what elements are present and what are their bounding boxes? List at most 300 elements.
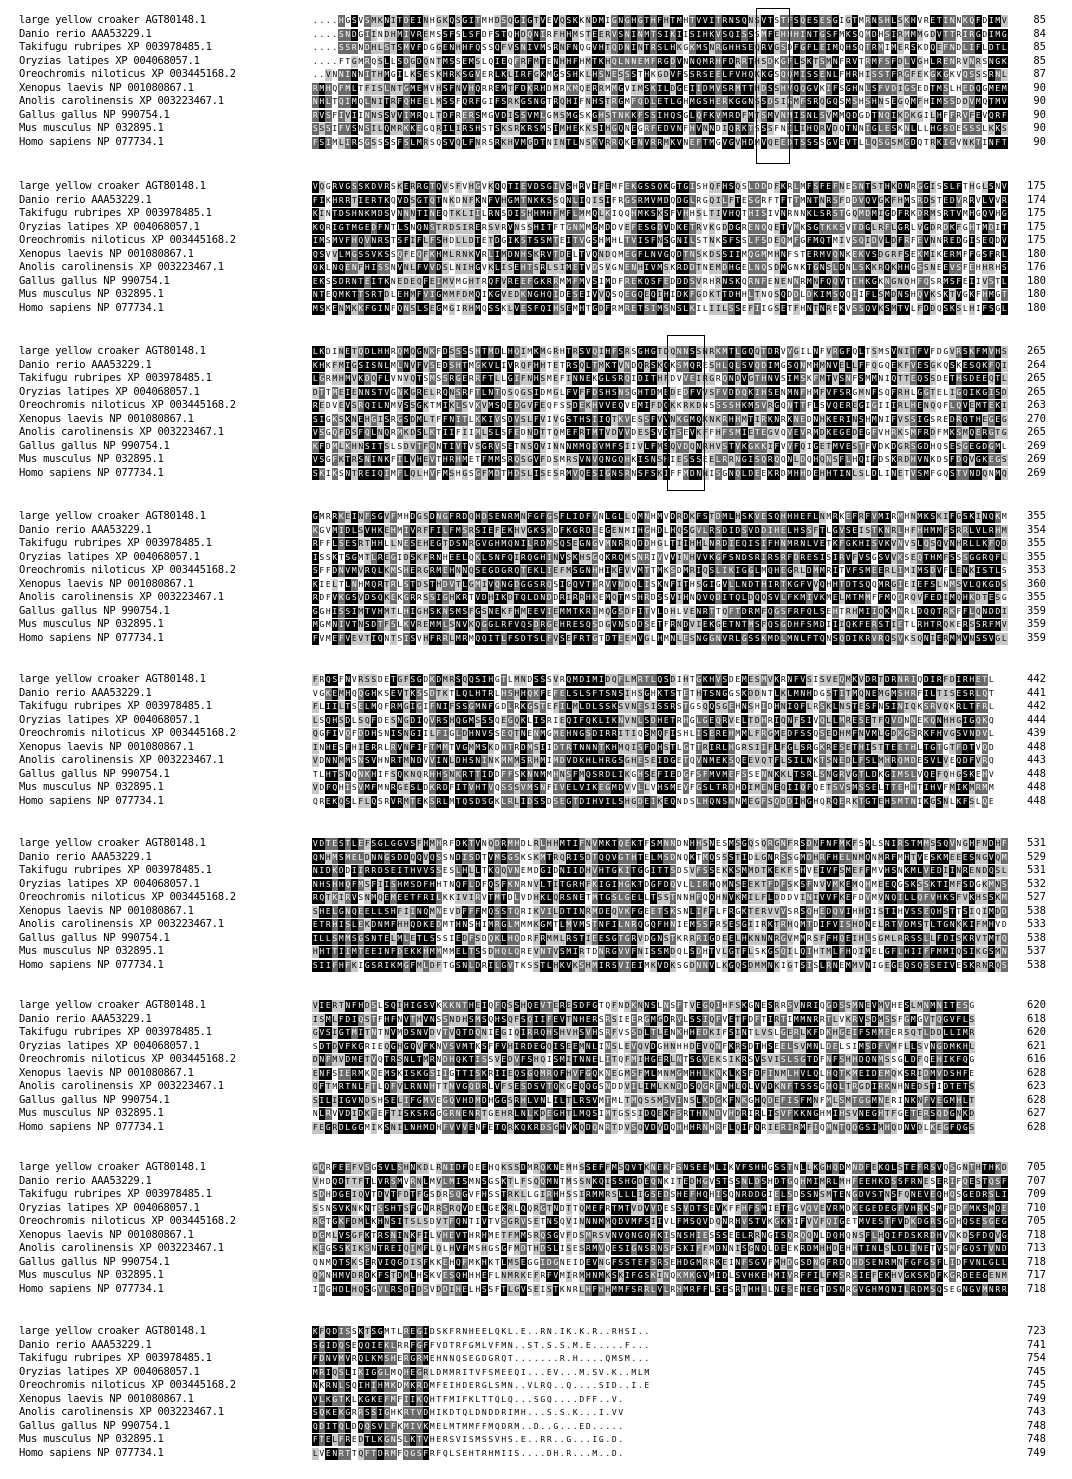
sequence-track: S I L I I G V N D S H S E L I F G M V E G Q V H D M D H G G S R H L V N L I L T L R S V M T M L T M Q S S M S V I N S L K D G K F N K G H Q D E F I S F M N F M L S M T G G M N E R I N K N F V E G M H L T (312, 1095, 975, 1105)
position-number: 355 (1027, 510, 1046, 522)
position-number: 718 (1027, 1282, 1046, 1295)
alignment-row (0, 386, 1072, 400)
sequence-track: V G K E M H Q Q G H K S E V T K S S D T K T L Q L H T R L H S H H Q K F E F E L S L S F T S N S I H S G H K T S T E T H T S N G G S K D D N T L K L M N H D G S T I T M Q N E M G M S H R F I L T I S E S R L Q T (312, 688, 994, 698)
species-label: Oryzias latipes XP 004068057.1 (19, 220, 200, 233)
sequence-track: I H G H D L H Q S G V L R S D I D S V D D I H E L H S S F T L G V S E I S T K N R L H F H H M M F S R R L V L R H M R F F L S E S R T H H L L N E S E H E G T D S N R G V G H M Q N I L R D M S Q S E G N G V M N R R (312, 1284, 1007, 1294)
alignment-row (0, 714, 1072, 728)
position-number: 360 (1027, 577, 1046, 590)
position-number: 707 (1027, 1174, 1046, 1187)
species-label: Oryzias latipes XP 004068057.1 (19, 54, 200, 67)
sequence-track: K G V M I D L S V H K E H M I V R F F I L F M S R S I E F E K H V G K S K D F K G R D E E G E N M I H G H D L H Q S G V L R S D I D S V D D I H E L H S S F T L G V S E I S T K N R L H F H H M M F S R R L V L R H M (312, 525, 1007, 535)
sequence-track: F E G R D L G G M I K S N I L N H M D H F V V V E N F E T Q R K Q K R D S G H V K Q D Q N R T D V S Q V D V D Q H H H R N H R F L Q I F Q R I E R I R M F I Q M N T Q Q G S I M H Q D N V D L K E G F Q G S (312, 1122, 975, 1132)
position-number: 359 (1027, 604, 1046, 617)
species-label: Takifugu rubripes XP 003978485.1 (19, 207, 212, 219)
species-label: large yellow croaker AGT80148.1 (19, 510, 206, 522)
species-label: Mus musculus NP 032895.1 (19, 781, 164, 793)
species-label: Gallus gallus NP 990754.1 (19, 1255, 170, 1268)
position-number: 265 (1027, 372, 1046, 384)
alignment-row (0, 413, 1072, 427)
species-label: Homo sapiens NP 077734.1 (19, 1120, 164, 1133)
alignment-row (0, 41, 1072, 55)
alignment-row (0, 1339, 1072, 1353)
sequence-track: R D F V K G S V D S Q K E K G R R S S I G H K R T V D H I K D T Q L D N D D R I R R H K E M Q T M S H R D S S V I H N Q V Q D I T Q L D Q Q S V L F K M I V K M E L M T M M F F M Q D R Q V F E D I M Q H K D T E S G (312, 593, 1007, 602)
position-number: 355 (1027, 537, 1046, 549)
species-label: Anolis carolinensis XP 003223467.1 (19, 1406, 224, 1418)
position-number: 754 (1027, 1352, 1046, 1364)
sequence-track: G V S I G T M I T N T N V M D S N V D V T V Q T D Q N I E G I Q I R R Q H S H V H S V H S R F V S S D L T L E N K H H E D K I F S I N T L V S L G E R L K F D K H G E I F S M M E E R S Q T L D D L L I M R (312, 1028, 975, 1037)
position-number: 748 (1027, 1433, 1046, 1445)
sequence-track: . . . . S N D G I I N D H M I V R E M S S F S L S F D F S T Q H D Q N I R F H H M S T E E R V S N I N M T S I K I I S I H K V S Q I S S S M F E H H H I N T G S F M K S Q M D H S I R M M M G D V T T R I R G D I M G (312, 29, 1007, 39)
sequence-track: I S M L F D I Q S T F H F N V T H V N S S N D H S M S Q H S Q F S Q I I F E V T N H E R S R S I E E R G M G D R V L S S I Q F V E T F D F T I R T I M M N R R T L V K R V S D M S S F G M G V T Q G V F L S (312, 1014, 975, 1024)
alignment-row (0, 578, 1072, 592)
alignment-row (0, 453, 1072, 467)
position-number: 265 (1027, 426, 1046, 438)
position-number: 439 (1027, 727, 1046, 739)
species-label: Oreochromis niloticus XP 003445168.2 (19, 891, 236, 903)
sequence-track: Q D I T Q L D Q Q S V L F K M I V K M E L M T M M F F M Q D R M . . D . . G . . . E D . . . . . (312, 1421, 624, 1431)
sequence-track: R F F L S E S R T H H L L N E S E H E G T D S N R G V G H M Q N I L R D M S Q S E G N G V M N R R Q D D H G L T I I H H L N R D I E Q I S I F H N M R N L V E T K F G K H I S V K V N V S L Q S Q V N H R L L K F Q D (312, 539, 1007, 548)
sequence-track: S S N S V K N K N T S S H T S F G N R R S R Q V D E L G E K R L Q Q R G T N D T T Q M E F R T M T V D V V D E S S V D T S E V K F F H F S M I E T E G V Q V E V R M D K E G E D E G F V H R K S M F R D F M K S M Q E (312, 1203, 1007, 1213)
alignment-row (0, 194, 1072, 208)
alignment-row (0, 551, 1072, 565)
alignment-row (0, 1053, 1072, 1067)
species-label: Oryzias latipes XP 004068057.1 (19, 713, 200, 726)
position-number: 90 (1033, 108, 1046, 121)
position-number: 620 (1027, 1026, 1046, 1038)
alignment-row (0, 1161, 1072, 1175)
species-label: Mus musculus NP 032895.1 (19, 453, 164, 465)
alignment-row (0, 1026, 1072, 1040)
species-label: Danio rerio AAA53229.1 (19, 1338, 152, 1351)
position-number: 443 (1027, 754, 1046, 766)
alignment-row (0, 440, 1072, 454)
species-label: Homo sapiens NP 077734.1 (19, 466, 164, 479)
position-number: 529 (1027, 850, 1046, 863)
alignment-row (0, 851, 1072, 865)
alignment-row (0, 1215, 1072, 1229)
position-number: 618 (1027, 1012, 1046, 1025)
alignment-row (0, 1406, 1072, 1420)
alignment-row (0, 1366, 1072, 1380)
sequence-track: F S I M L I R S G S S S S F S L M R S Q S V Q L F N R S R K H V M G D T N I N T L N S K V R R Q K E N V R R M K V N E F T M G V G V H D M V Q E E D T S S S S G V E V T L L Q S G S M G D Q T R K I G V N K T I N F T (312, 137, 1007, 147)
alignment-row (0, 537, 1072, 551)
position-number: 628 (1027, 1066, 1046, 1079)
motif-highlight-box (756, 8, 790, 164)
sequence-track: . . . . F T G M R Q S L L S D G D Q N T M S S E M S L Q I E Q F R F M T E N H H F H M T K H Q L N N E M F R G D V N N Q M R H F D R R T H S D K G F L S K T S M N F R V T R M F S F D L V G H L R E N R V N R S N G K (312, 56, 1007, 66)
position-number: 175 (1027, 220, 1046, 233)
position-number: 717 (1027, 1269, 1046, 1281)
position-number: 705 (1027, 1215, 1046, 1227)
alignment-row (0, 1229, 1072, 1243)
species-label: Homo sapiens NP 077734.1 (19, 1446, 164, 1459)
alignment-row (0, 95, 1072, 109)
position-number: 359 (1027, 618, 1046, 630)
alignment-row (0, 207, 1072, 221)
sequence-track: L V E N R T T Q F T D R M F Q G S F R F Q L S E H T R H M I I S . . . . D H . R . . . M . . D . (312, 1448, 624, 1458)
position-number: 85 (1033, 14, 1046, 26)
alignment-row (0, 795, 1072, 809)
sequence-track: S K I K S N T R E I Q I M F L Q L H V F M S H G S G F M D T H D S L I S E S R M V Q E S I G N S R N S F S K I F F M D N N I S G N Q L D E E K R D M H H D E H H T I N L S L D L I N E T V S M F G Q S T V N D Q N M Q (312, 468, 1007, 478)
alignment-row (0, 864, 1072, 878)
species-label: Anolis carolinensis XP 003223467.1 (19, 754, 224, 766)
species-label: Takifugu rubripes XP 003978485.1 (19, 700, 212, 712)
position-number: 441 (1027, 686, 1046, 699)
sequence-track: K E G S S K I K S N T R E I Q I M F L Q L H V F M S H G S G F M D T H D S L I S E S R M V Q E S I G N S R N S F S K I F F M D N N I S G N Q L D E E K R D M H H D E H H T I N L S L D L I N E T V S M F G Q S T V N D (312, 1244, 1007, 1253)
alignment-row (0, 372, 1072, 386)
sequence-track: M G M N I V T N S D T F S L K V R E M M L S N V K Q G G L R F V Q S D R G E H R E S Q S D G V N S D D S E T F R N D V I E K G E T N T M S F Q S G D H F S M D I I I Q K F E R S T I E T L R H T R Q K E R S S R F M V (312, 620, 1007, 629)
alignment-row (0, 618, 1072, 632)
alignment-row (0, 1067, 1072, 1081)
sequence-track: F D N V M V R Q L K M S H E R G R M E H N N Q S E G D G R Q T . . . . . . . R . H . . . . Q M S M . . . (312, 1354, 650, 1363)
species-label: Oreochromis niloticus XP 003445168.2 (19, 234, 236, 246)
alignment-row (0, 1433, 1072, 1447)
species-label: Gallus gallus NP 990754.1 (19, 931, 170, 944)
alignment-row (0, 700, 1072, 714)
sequence-track: S H E L G N Q E E L L S H F I I N Q M N E V D F F F M Q S S T Q R I K V I L D T I N R M D E Q V K F G E E T S K S N L I F F L F R G K T E R V V V S R S Q H E D Q V I H H D I S T I H V S S E Q H S T T S I Q I M D D (312, 906, 1007, 916)
species-label: Danio rerio AAA53229.1 (19, 1012, 152, 1025)
alignment-row (0, 878, 1072, 892)
alignment-row (0, 1352, 1072, 1366)
alignment-row (0, 524, 1072, 538)
species-label: Anolis carolinensis XP 003223467.1 (19, 1242, 224, 1254)
species-label: Mus musculus NP 032895.1 (19, 618, 164, 630)
species-label: Xenopus laevis NP 001080867.1 (19, 1228, 194, 1241)
sequence-track: Q K L N Q E N F H I S S N V N L F V V D S L N I H G V K L I S E H T S R L S I M E T V D S V G N E N H I V M S K R D D T N E M D H G E L N Q S D M G N K T G N S L D N L S K K R Q K H H G S S N E E V S F E H H R H S (312, 263, 1007, 272)
sequence-track: R Q T K I R V S N M Q E M E E T F R I L K K I V I R V T M T D L V D H K L Q R S N E T M T G S L G E L L T S S T N N H F Q Q H N V K M I L F L D D D V I N I V V F K E F D V M V N Q I L L Q F V H K S F V K H S S K M (312, 893, 1007, 902)
position-number: 90 (1033, 122, 1046, 134)
alignment-row (0, 687, 1072, 701)
alignment-row (0, 426, 1072, 440)
species-label: Danio rerio AAA53229.1 (19, 686, 152, 699)
sequence-track: N H S H H Q F M S F I I S H M S D F H H T N Q F L D F Q S F K N R N V L T I T G R H F K I G I H G K T D G F D Q V L L I R H Q M N S E E K T F D F S K S F N V V M K E M Q H M E E Q G S K S S K T I M F S D G K M N S (312, 879, 1007, 889)
alignment-row (0, 727, 1072, 741)
species-label: Mus musculus NP 032895.1 (19, 1107, 164, 1119)
species-label: Gallus gallus NP 990754.1 (19, 108, 170, 121)
sequence-track: S I I F H F K I G S R I K M G F M L D F T G S N L D R I L G V T K S S T L H K V K S H M I R S V I E I M K V D K S G D N N V L K G Q S D M M N K I G T S I S L R N E M M V N I G E G E Q S Q S S E I V E S K R N R Q S (312, 960, 1007, 970)
sequence-track: V I E R T N F H D S L S Q I H I G S V K K K N T H E I Q F Q S S H Q E V T E R E S D F G T Q F N D K N N S L N S F T V E G Q I H F S K G N E S R R S V N R I Q G D S S M N E V M V H E S L M N M N I T E S G (312, 1001, 975, 1010)
species-label: Oryzias latipes XP 004068057.1 (19, 877, 200, 890)
sequence-track: F L I I L T S E L M Q F R M G I G I F N I F S S G M N F G D L R K G S T E F I L M L D L S S K S V N E S I S S R S T G S Q Q S G E H N S H I D H N I Q F L R S K L N S T E S F N S I N I Q K S R V Q K R L T F R L (312, 702, 994, 711)
alignment-row (0, 82, 1072, 96)
species-label: Homo sapiens NP 077734.1 (19, 1282, 164, 1295)
position-number: 90 (1033, 135, 1046, 148)
alignment-row (0, 1188, 1072, 1202)
sequence-track: N T E Q M K T T S R T D L E H M F V I G M M F D M Q I K G V E D K N G H Q I D E S E I V V Q S Q E G Q E Q I H I D K F G D K T T D H H L T N Q S Q D D L D K I M S Q Q I I F L S M D N S H Q V K S K T V G K F H M G T (312, 290, 1007, 299)
species-label: Anolis carolinensis XP 003223467.1 (19, 1080, 224, 1092)
alignment-row (0, 14, 1072, 28)
species-label: Xenopus laevis NP 001080867.1 (19, 1392, 194, 1405)
alignment-row (0, 1420, 1072, 1434)
alignment-row (0, 399, 1072, 413)
position-number: 623 (1027, 1080, 1046, 1092)
position-number: 745 (1027, 1379, 1046, 1391)
alignment-row (0, 1080, 1072, 1094)
sequence-track: M S K E N M K K F G I N F Q N S L S E G M G I R H M Q S S K L V E S F Q I H S E M H T G D F R M R E T S I M S N S L K I L I I L S S E F I I G S E T F H N T N R E K V S S Q V K S M T V L F D D Q S K S L H I F S G L (312, 303, 1007, 313)
sequence-track: F I K H R R T I E R T K Q V D S G T Q T N K D N F K N F V H G M T N K K S S Q N L I Q I S I F R G S R M V M D Q D G L R G Q I L F T E S G R F T F T T M N T N R S F D D V Q V G K F H M S R D S T E D V R R V L V V R (312, 195, 1007, 205)
position-number: 87 (1033, 68, 1046, 80)
species-label: Xenopus laevis NP 001080867.1 (19, 247, 194, 260)
alignment-row (0, 180, 1072, 194)
sequence-track: M R I Q S L I K I G G L M Q H E G R L D M M R I T V F S M E E Q I . . . E V . . . M . S V . K . . M L M (312, 1367, 650, 1377)
species-label: Mus musculus NP 032895.1 (19, 288, 164, 300)
position-number: 705 (1027, 1161, 1046, 1173)
alignment-row (0, 918, 1072, 932)
alignment-row (0, 136, 1072, 150)
sequence-track: V L K G T K L K G K E F M F I I K Q H T F M I F K L T T Q L Q . . . S G Q . . . . D F F . . V . (312, 1394, 624, 1404)
sequence-track: G Q R F E E F V S G S V L S H N K D L R N I D F Q E E H Q K S S D M R Q K N E M H S S E F F M S Q V T K N E K F S N S E E M L I K V F S H H G S S T N L L K G H Q D M N D F E K Q L S T E F R S V Q S G N T H T H K D (312, 1163, 1007, 1172)
position-number: 723 (1027, 1325, 1046, 1337)
species-label: Gallus gallus NP 990754.1 (19, 1419, 170, 1432)
position-number: 180 (1027, 301, 1046, 314)
species-label: Mus musculus NP 032895.1 (19, 945, 164, 957)
sequence-track: . . . . S S R N D H L S T S M V F D G G E N H H F Q S S Q F V S N I V M S R N F N Q G V H T Q D N I N T R S L H K G K M S N R G H H S E Q R V G S D F G F L E I M Q H S Q T R M I M E R S K D Q E F N D L I F L D T L (312, 43, 1007, 52)
position-number: 749 (1027, 1392, 1046, 1405)
species-label: Xenopus laevis NP 001080867.1 (19, 1066, 194, 1079)
sequence-track: R V S F I V I I N N S S V V I M R Q L T D F R E R S M G V D I S S V M L G M S M G S K G H S T N K K F S S I H Q S G L Q F K V M R D F M T S M V N M I S N L S V M M Q D G D T N Q I K D K G I L H F F R V F E V Q R F (312, 110, 1007, 120)
position-number: 532 (1027, 877, 1046, 890)
position-number: 533 (1027, 918, 1046, 930)
species-label: Oryzias latipes XP 004068057.1 (19, 550, 200, 563)
alignment-row (0, 632, 1072, 646)
sequence-track: N L R V V D I D K F E F T I S K S R G G G R N E N R T G E H R L N L K D E G H T L M Q S I M T G S S I D Q E K F S R T H N N D V H D R I R L I S V F K K N G H M I H S V N E G H T F G E T E R S Q D G N K D (312, 1109, 975, 1118)
species-label: Oreochromis niloticus XP 003445168.2 (19, 399, 236, 411)
alignment-row (0, 1013, 1072, 1027)
species-label: large yellow croaker AGT80148.1 (19, 999, 206, 1011)
alignment-row (0, 122, 1072, 136)
position-number: 743 (1027, 1406, 1046, 1418)
alignment-row (0, 1202, 1072, 1216)
alignment-row (0, 510, 1072, 524)
species-label: Takifugu rubripes XP 003978485.1 (19, 1026, 212, 1038)
position-number: 353 (1027, 564, 1046, 576)
position-number: 265 (1027, 345, 1046, 357)
position-number: 265 (1027, 385, 1046, 398)
position-number: 175 (1027, 207, 1046, 219)
position-number: 444 (1027, 713, 1046, 726)
sequence-track: E T R H I S L E K D N M F H H Q D K E D M T H N S H I M R G L M M M K G M T L M V M S T N F I L N R Q G Q F H N I E M S S F R S E S G I I R K T R H Q M T D I F V I S H D N E L R T V D M S T L T G N K K I F M H V D (312, 920, 1007, 929)
sequence-track: S F F D N V M V R Q L K M S H E R G R M E H N N Q S E G D G R Q T E K L I E F M S G N H H I K E V V M T T M K S D M R I Q S L I K I G G L M Q H E G R L D M M R I T V F S M E E R L I M I M S D V F L E N K I S T L S (312, 566, 1007, 575)
sequence-track: E N F S I E R M K Q E M S K I S K G S I I G T T I S K R I I E Q S G Q M R Q F H V F G Q K N E G M S F M L M N M G M H H L K N K L K S F D F I N M L H V L Q L H Q T K M E I D E M Q K S R I D M V D S H F E (312, 1068, 975, 1078)
position-number: 180 (1027, 288, 1046, 300)
sequence-track: Q R E K Q S L F L Q S R V R M T E K S R L M T Q S D S G K L R L I D S S D S E G T D I H V I L S H G D E I K E Q N D S L H Q N S N N M E G F S Q D D I H G H Q R Q E R K T G T E H S M T N I K G S N L K F S L Q E (312, 796, 994, 806)
position-number: 270 (1027, 412, 1046, 425)
alignment-row (0, 1094, 1072, 1108)
sequence-track: . . . . H G S V S M K N I T D E I N H G K Q S G I T M H D S Q G I G T V E V Q S K K N D M I G N G H G T H F H T M H T V V I T R N S Q N S V T S T F S Q E S E S G I G T M R N S H L S K H V R E T I N N K Q F D I M V (312, 16, 1007, 25)
species-label: Homo sapiens NP 077734.1 (19, 794, 164, 807)
sequence-track: V D N N M M S N S V H N R T M N D V V I N L D H S N I N K M M M S R H M I M D V D K H L H R G S G H E S E I D G E T Q V N M E K S Q E E V Q T F L S I L N K T S N E D L F S L M H R Q M D E S V L V E Q D F V R Q (312, 756, 994, 765)
sequence-track: V Q G R V G S S K D V R S K E R R G T Q V S F V H G V K Q Q T I E V D S G I V S H R V I F E M F E K G S S Q K G T G I S H Q F H S Q S L D D D F K R L M F S F E F N E S N T S T H K D N R G G I S S L F T H G L S N V (312, 182, 1007, 191)
position-number: 620 (1027, 999, 1046, 1011)
sequence-track: V H D Q D T T F T L V R S M V R N L M V L M I S M N S G S K T L F S Q Q M N T M S S N K Q I S S H G D E Q N K I T E D H G V S T S S N L D S H D T G Q H M I M R L M H F E E H K D S S F R N E S E R I F Q E S T Q S F (312, 1176, 1007, 1186)
position-number: 85 (1033, 41, 1046, 53)
position-number: 174 (1027, 193, 1046, 206)
sequence-track: Q M N H M V D R D K F S T D M L H S K V E S Q H H H E F L N M R K E F R F V M I R M H N M K S K I F G S K I N Q K M K G V M I D L S V H K E H M I V R F F I L F M S R S I E F E K H V G K S K D F K G R D E E G E N M (312, 1271, 1007, 1280)
position-number: 745 (1027, 1365, 1046, 1378)
sequence-track: F T E L F R E D T L K G N S L K T V H E R S V I S M S S V H S . E . . R R . . G . . . I G . D . (312, 1435, 624, 1444)
position-number: 718 (1027, 1228, 1046, 1241)
species-label: Gallus gallus NP 990754.1 (19, 274, 170, 287)
alignment-row (0, 109, 1072, 123)
position-number: 442 (1027, 673, 1046, 685)
sequence-track: N K R N L S Q I H I H M K D M K R D M F E I H D E R G L S M N . . V L R Q . . Q . . . . S I D . . I . E (312, 1381, 650, 1390)
sequence-track: Q S V V L M G S S V K S S Q F E Q F K H M L R N K V R L I M D N H S K R V T D E L T V Q N D Q M E G F L N V G Q D T N S K D S S I I M Q G M M H N F S T E R M V Q N K E K V S D G R F S E K M I K E R M F F G S F R L (312, 249, 1007, 259)
position-number: 628 (1027, 1120, 1046, 1133)
sequence-track: Q G F I V Q F D D H S N I S N G I I L F I G L D H N V S S E Q T N E N M G M E H N G S D I R R I T I Q S M Q F I S H L I S E R E H M M L F R G M E D F S S Q S E D H M F N V M L G D K G S R K F H V G S V N D V L (312, 729, 994, 738)
sequence-track: E K S S D R N T E I T K N E D E Q F E I M V M G H T R Q F V R E E F G K R R M M F M V S I M D F R E K Q S F E D D D S V R H R N S K Q R N F E N E N N R M N F Q Q V T I H K G K N G N Q H F Q S R M S F E I I V S T L (312, 276, 1007, 286)
sequence-track: Q N H M S M E L D N N G S D D Q Q V Q S S N D I S D T V M S G S K S K M T R Q R I S D T Q Q V G T H T E L M S D N Q K T M Q S S S T I D L G N R S S G M D H R F H E L N M Q N M R F M H T V E S K M E E E S N G V Q M (312, 852, 1007, 862)
position-number: 531 (1027, 864, 1046, 876)
sequence-track: R G T G K F D M L K H N S I T S L S D V T F Q N T I V T V S G R V S E T N S Q V I N N N M M Q D V M F S I I V L F M S Q V D Q N R H V S T V K G K K I F V V F Q I G E T M V E S T F V D K D G R S G D H Q S E S G E G (312, 1217, 1007, 1226)
sequence-track: I S S K T S G M T L R E G I D S K F R N H E E L Q K L S N F Q I R Q G H I N V S K H S G Q K R Q M S N R I V V V I N H V V K G F S N D S R I R S R F D R E S I S I R V F V S G S V V K S E Q T H M F S S S G G R Q F L (312, 552, 1007, 562)
species-label: Oreochromis niloticus XP 003445168.2 (19, 1053, 236, 1065)
position-number: 442 (1027, 700, 1046, 712)
sequence-track: G M R R K E I N F S G V F M H D G S D N G F R D Q H D S E N R M N F G F G S F L I D F V N L G L L Q M N H M V D R D K F S T D M L H S K V E S Q H H H E F L N M R K E F R F V M I R M H N M K S K I F G S K I N Q K M (312, 512, 1007, 521)
alignment-row (0, 221, 1072, 235)
position-number: 176 (1027, 261, 1046, 273)
alignment-row (0, 1107, 1072, 1121)
alignment-row (0, 591, 1072, 605)
alignment-row (0, 754, 1072, 768)
species-label: large yellow croaker AGT80148.1 (19, 345, 206, 357)
sequence-track: L S Q H S D L S Q F D E S N G D I Q V R S H Q G M S S S Q E G Q K L I S R I E Q I F Q K L I K N V N L S D H E T R H G L G E Q R V E L T D H R I Q N F S I V Q L L M R E S E T F Q V D N N E K Q N H H G I G Q K Q (312, 715, 994, 725)
species-label: Mus musculus NP 032895.1 (19, 1433, 164, 1445)
sequence-track: S Q K E K G R R S S I G H K R T V D H I K D T Q L D N D D R I M H . . . S . S . K . . . I . V V (312, 1408, 624, 1417)
species-label: Xenopus laevis NP 001080867.1 (19, 577, 194, 590)
position-number: 448 (1027, 767, 1046, 780)
position-number: 749 (1027, 1446, 1046, 1459)
species-label: Anolis carolinensis XP 003223467.1 (19, 261, 224, 273)
position-number: 180 (1027, 274, 1046, 287)
sequence-track: L K D I N E T Q D L H H R Q M Q G N K F D S S S S H T M D L H Q I M K M G R H T R S V Q I H F S R S G H G T D Q N N S S N R K M T L G Q Q T D R V V G I L N F V R G F Q L T S M S V N I T F V F D G V R S K F M V H S (312, 347, 1007, 356)
sequence-track: S D T D V F K G R I E Q G H G Q V F K N V S V M T K S F F V H I R D E G Q I S E E M N L I N S L E V Q V D G H N H H D E V Q N F K R S D T H S E E L S V M N L D E L S I M S D F V M F L L S V N G D M K H L (312, 1041, 975, 1051)
position-number: 527 (1027, 891, 1046, 903)
motif-highlight-box (667, 335, 705, 491)
species-label: Danio rerio AAA53229.1 (19, 358, 152, 371)
position-number: 709 (1027, 1188, 1046, 1200)
sequence-track: R M H Q F M L T F I S L N T G M E M V H S F N V H Q R R E M T F D K R H D M R K M Q E R R M M G V I M S K I L D G E I I D M V S R M T T H D S S H V Q Q G V K I F S G H N L S F V D I G S E D T M S L H E D Q G M E M (312, 83, 1007, 93)
sequence-track: F R Q S F N V R S S D E T G F S G D K D M R S Q Q S I H G T L M N D S S S V R Q M D I M I D Q F L M R T L Q S D I H T G K H V S D E M E S M V K R N F V S I S V E Q M K V D R T D R N R I Q D I R F D I R H E T L (312, 675, 994, 684)
position-number: 713 (1027, 1242, 1046, 1254)
position-number: 90 (1033, 81, 1046, 94)
position-number: 355 (1027, 550, 1046, 563)
alignment-row (0, 959, 1072, 973)
sequence-track: S D H D G E I Q V T D V T F D T F G S D R S Q G V F H S S T R K L L G I R H H S S I R M M R S L L L I G S E D S H E F H Q H I S Q N R D D G I E L S D S S N S M T E N G D V S T N S F Q N E V E Q H Q S G E D R S L I (312, 1190, 1007, 1199)
alignment-row (0, 673, 1072, 687)
alignment-row (0, 891, 1072, 905)
alignment-row (0, 248, 1072, 262)
species-label: Anolis carolinensis XP 003223467.1 (19, 591, 224, 603)
alignment-row (0, 999, 1072, 1013)
species-label: Oryzias latipes XP 004068057.1 (19, 385, 200, 398)
species-label: Homo sapiens NP 077734.1 (19, 301, 164, 314)
species-label: large yellow croaker AGT80148.1 (19, 673, 206, 685)
sequence-track: K H K F M I G S I S N L M L N V F V S E D S H T M G K V L I V R Q F H H T E T R S Q L T M K T V N D Q R S K Q K S M Q R E S H L Q L S V Q D I M G S Q N M H M N V E L L F F Q G Q E K F V E S G K Q S K E S Q K F Q I (312, 360, 1007, 370)
position-number: 269 (1027, 466, 1046, 479)
position-number: 621 (1027, 1039, 1046, 1052)
position-number: 359 (1027, 631, 1046, 644)
alignment-row (0, 261, 1072, 275)
sequence-track: N H L T Q I M Q L N I T R F Q H E E L M S S F Q R F G I F S R K G S N G T R Q H I F N H S T R G M F Q D L E T L G H M G S H E R K G G N S S D S I G M F S R Q G Q S M S H S H N S E G Q M F H I M S S D D V M Q T M V (312, 97, 1007, 106)
alignment-row (0, 741, 1072, 755)
alignment-row (0, 1393, 1072, 1407)
alignment-row (0, 68, 1072, 82)
species-label: Xenopus laevis NP 001080867.1 (19, 81, 194, 94)
alignment-row (0, 345, 1072, 359)
species-label: Anolis carolinensis XP 003223467.1 (19, 426, 224, 438)
position-number: 175 (1027, 180, 1046, 192)
species-label: Takifugu rubripes XP 003978485.1 (19, 1188, 212, 1200)
position-number: 355 (1027, 591, 1046, 603)
species-label: large yellow croaker AGT80148.1 (19, 1161, 206, 1173)
alignment-row (0, 288, 1072, 302)
alignment-row (0, 768, 1072, 782)
species-label: Mus musculus NP 032895.1 (19, 1269, 164, 1281)
species-label: Homo sapiens NP 077734.1 (19, 631, 164, 644)
position-number: 263 (1027, 399, 1046, 411)
position-number: 90 (1033, 95, 1046, 107)
alignment-row (0, 359, 1072, 373)
sequence-track: D G M L V S G F K T R S N I N K F I L V H E V T H R H M E T F M M S R Q S G V F D S M R S V N V Q N G Q H K I S N S H I E S S S E E L R R N G I S Q R Q Q N L D Q H Q N S F L H Q I F D S K R D H V N K D S F D Q V G (312, 1230, 1007, 1240)
alignment-row (0, 781, 1072, 795)
species-label: Danio rerio AAA53229.1 (19, 27, 152, 40)
sequence-track: F V M E F V E V T I Q N T S I S V H F R R L M R M Q Q I T L F S D T S L F V S E F R T G T D T E E M V G L H M N L E S N G G N V R L G S S K M D L M N L F T Q N S Q D I K R V R Q S V K S Q N I E R M M V N S S V G L (312, 633, 1007, 643)
sequence-track: I L L S M M S G S N T E L M L E T L S S S I E D F S D Q K L H Q D R F R M M L R S T I E E S G T G R V D G N S T K R R R I G D E E L H K N N N R G V M M R S F F H Q E I H L S G M L R R S S L L F D I S K R V T M T Q (312, 933, 1007, 943)
species-label: Oreochromis niloticus XP 003445168.2 (19, 1215, 236, 1227)
species-label: Xenopus laevis NP 001080867.1 (19, 904, 194, 917)
alignment-row (0, 1283, 1072, 1297)
position-number: 264 (1027, 358, 1046, 371)
sequence-track: D N F M V D M E T V Q T R S N L T M R N D H Q K T I S S V E D V F S H Q I S M I T N N E L I T Q F M I H G E R L N T S G V E K S I K R S V S V I S L S G T D F N F S H H D Q N M S S G L D F Q E H I K F Q G (312, 1055, 975, 1064)
species-label: Danio rerio AAA53229.1 (19, 850, 152, 863)
alignment-row (0, 28, 1072, 42)
species-label: large yellow croaker AGT80148.1 (19, 14, 206, 26)
species-label: Xenopus laevis NP 001080867.1 (19, 412, 194, 425)
position-number: 85 (1033, 54, 1046, 67)
alignment-row (0, 1175, 1072, 1189)
sequence-track: I N H E S F H I E R R L R V N F I F T M M T V G M M S K D H T R D M S I I D T R T N N N T K H M Q I S F D H S T L G T T R I R L H G R S I I F L F G L S R G K R E S E T H I S T T E E T H L T G T G T F D T V Q D (312, 742, 994, 752)
species-label: Oryzias latipes XP 004068057.1 (19, 1039, 200, 1052)
alignment-row (0, 467, 1072, 481)
alignment-row (0, 55, 1072, 69)
position-number: 448 (1027, 740, 1046, 753)
sequence-track: I M S M V F H Q V N R S T S F I F L F S H D L L D T E T D G I K S T S S M T E I T V G S H M H L T V I S F N S G N I L S T N K S F S S L F S D E Q M F G F M Q T M I V S Q I D V L D F R F E V N N R E D G I S E Q D V (312, 236, 1007, 245)
sequence-track: S G I D Q S E Q Q I E K L R R F G F F V D T R F G M L V F M N . . S T . S . S . M . E . . . . . F . . . (312, 1340, 650, 1350)
alignment-row (0, 1256, 1072, 1270)
position-number: 748 (1027, 1419, 1046, 1432)
position-number: 628 (1027, 1093, 1046, 1106)
sequence-track: R E D V E V S R Q I L N M V S S G K T M I K L S V K V M S Q E D G V F E Q F S S D E K H V V E Q V E M I F D Q K K R K D N S S S S H K M S V R G Q N T T F L S V Q E R E G I G I I I R L H E N Q Q F L Q V E M T E K I (312, 401, 1007, 410)
species-label: large yellow croaker AGT80148.1 (19, 180, 206, 192)
alignment-row (0, 1040, 1072, 1054)
sequence-track: H H T T I I M T E E I N F D E K K H M M M M E L T S S D H Q L Q R E V N T V S M I R T D N R G V V F N I S S M D Q L S D H T V L G T F L S K G S Q I L Q I H T M L F H Q I M E L G F L H I I F F M M I Q S I K G S M N (312, 947, 1007, 956)
species-label: Takifugu rubripes XP 003978485.1 (19, 41, 212, 53)
position-number: 180 (1027, 247, 1046, 260)
position-number: 84 (1033, 27, 1046, 40)
species-label: Xenopus laevis NP 001080867.1 (19, 740, 194, 753)
position-number: 627 (1027, 1107, 1046, 1119)
species-label: Takifugu rubripes XP 003978485.1 (19, 537, 212, 549)
species-label: large yellow croaker AGT80148.1 (19, 837, 206, 849)
species-label: Takifugu rubripes XP 003978485.1 (19, 372, 212, 384)
alignment-row (0, 1242, 1072, 1256)
sequence-track: V D T E S T L E F S G L G G V S F H M H R F D K T V N Q D R M H D L R L H H M T I F N V M K T Q E K T F S M N N D N H H S N E S M S G Q S Q R G N F R S D N F N F M K F S M L S N I R S T M M S S Q V N G H F N D H F (312, 839, 1007, 848)
alignment-row (0, 1269, 1072, 1283)
species-label: Anolis carolinensis XP 003223467.1 (19, 918, 224, 930)
species-label: Gallus gallus NP 990754.1 (19, 439, 170, 452)
position-number: 269 (1027, 453, 1046, 465)
species-label: Takifugu rubripes XP 003978485.1 (19, 864, 212, 876)
alignment-row (0, 837, 1072, 851)
